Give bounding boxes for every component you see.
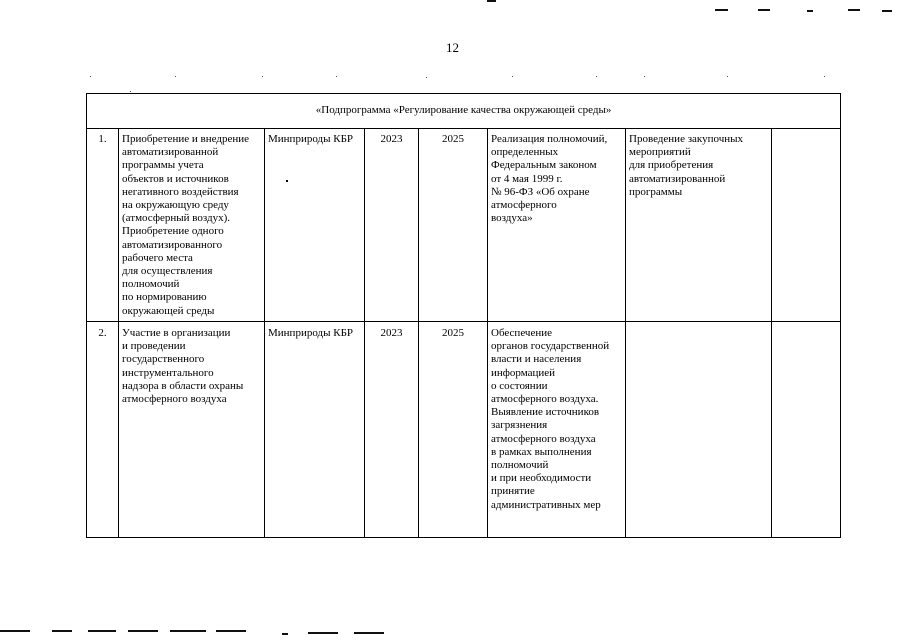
activity-line: рабочего места <box>122 251 193 264</box>
result-line: в рамках выполнения <box>491 445 592 458</box>
result-line: от 4 мая 1999 г. <box>491 172 563 185</box>
result-line: власти и населения <box>491 353 582 366</box>
activity-line: негативного воздействия <box>122 185 239 198</box>
activity-line: инструментального <box>122 366 214 379</box>
result-line: воздуха» <box>491 212 533 225</box>
scan-dot <box>596 76 597 77</box>
table-row <box>87 129 841 322</box>
activity-cell <box>119 322 265 538</box>
extra-cell <box>772 322 841 538</box>
activity-line: на окружающую среду <box>122 199 229 212</box>
activity-line: (атмосферный воздух). <box>122 212 231 225</box>
table-row <box>87 322 841 538</box>
extra-cell <box>772 129 841 322</box>
scan-dot <box>426 77 427 78</box>
activity-line: Приобретение одного <box>122 225 224 238</box>
activity-line: автоматизированной <box>122 146 219 159</box>
result-line: принятие <box>491 485 535 498</box>
result-line: о состоянии <box>491 379 548 392</box>
scan-mark <box>0 630 30 632</box>
result-line: определенных <box>491 146 559 159</box>
result-line: Реализация полномочий, <box>491 133 608 145</box>
result-line: Выявление источников <box>491 406 600 419</box>
scan-dot <box>824 76 825 77</box>
row-number: 1. <box>87 129 119 322</box>
scan-mark <box>807 10 813 12</box>
scan-dot <box>90 76 91 77</box>
note-cell <box>626 129 772 322</box>
scan-mark <box>308 632 338 634</box>
scan-dot <box>262 76 263 77</box>
result-line: Обеспечение <box>491 327 552 339</box>
activity-line: полномочий <box>122 278 180 291</box>
note-line: мероприятий <box>629 146 691 159</box>
scan-mark <box>170 630 206 632</box>
result-line: Федеральным законом <box>491 159 597 172</box>
scan-dot <box>336 76 337 77</box>
executor-cell: Минприроды КБР <box>265 322 365 538</box>
scan-mark <box>882 10 892 12</box>
page-number: 12 <box>446 40 459 55</box>
result-line: атмосферного <box>491 199 557 212</box>
scan-mark <box>282 633 288 635</box>
row-number: 2. <box>87 322 119 538</box>
scan-mark <box>758 9 770 11</box>
start-year-cell: 2023 <box>365 322 419 538</box>
subprogram-title: «Подпрограмма «Регулирование качества окружающей среды» <box>87 94 841 129</box>
result-cell <box>488 322 626 538</box>
activity-line: автоматизированного <box>122 238 223 251</box>
result-line: загрязнения <box>491 419 548 432</box>
scan-mark <box>52 630 72 632</box>
scan-mark <box>88 630 116 632</box>
activity-line: для осуществления <box>122 265 213 278</box>
note-cell <box>626 322 772 538</box>
subprogram-header-row <box>87 94 841 129</box>
scan-dot <box>512 76 513 77</box>
result-line: административных мер <box>491 498 601 511</box>
activity-cell <box>119 129 265 322</box>
activity-line: программы учета <box>122 159 204 172</box>
activity-line: атмосферного воздуха <box>122 393 227 406</box>
program-table <box>86 93 841 538</box>
activity-line: государственного <box>122 353 205 366</box>
activity-line: Участие в организации <box>122 327 231 339</box>
result-line: полномочий <box>491 459 549 472</box>
result-line: № 96-ФЗ «Об охране <box>491 185 590 198</box>
scan-mark <box>715 9 728 11</box>
activity-line: окружающей среды <box>122 304 215 317</box>
activity-line: и проведении <box>122 340 186 353</box>
scan-mark <box>354 632 384 634</box>
result-cell <box>488 129 626 322</box>
scan-mark <box>216 630 246 632</box>
scan-dot <box>175 76 176 77</box>
scan-mark <box>128 630 158 632</box>
activity-line: объектов и источников <box>122 172 229 185</box>
note-line: автоматизированной <box>629 172 726 185</box>
scan-dot <box>130 91 131 92</box>
scan-dot <box>727 76 728 77</box>
scan-mark <box>848 9 860 11</box>
note-line: Проведение закупочных <box>629 133 744 145</box>
scan-dot <box>644 76 645 77</box>
result-line: информацией <box>491 366 556 379</box>
executor-cell: Минприроды КБР <box>265 129 365 322</box>
end-year-cell: 2025 <box>419 129 488 322</box>
activity-line: Приобретение и внедрение <box>122 133 249 145</box>
activity-line: надзора в области охраны <box>122 379 244 392</box>
note-line: для приобретения <box>629 159 714 172</box>
end-year-cell: 2025 <box>419 322 488 538</box>
result-line: атмосферного воздуха <box>491 432 596 445</box>
result-line: и при необходимости <box>491 472 592 485</box>
activity-line: по нормированию <box>122 291 207 304</box>
scan-mark <box>487 0 496 2</box>
result-line: атмосферного воздуха. <box>491 393 599 406</box>
note-line: программы <box>629 185 683 198</box>
start-year-cell: 2023 <box>365 129 419 322</box>
result-line: органов государственной <box>491 340 610 353</box>
